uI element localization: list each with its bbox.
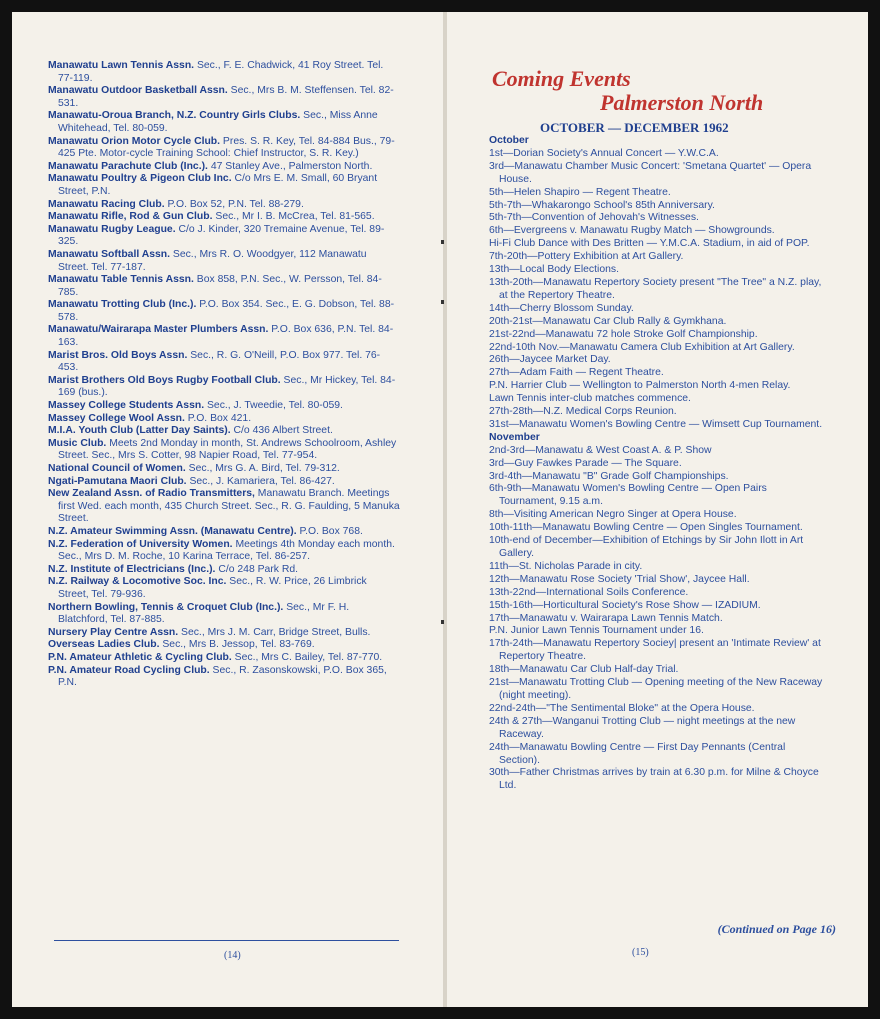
directory-entry: [48, 652, 400, 665]
directory-entry: [48, 85, 400, 110]
event-item: 17th-24th—Manawatu Repertory Sociey| present an 'Intimate Review' at Repertory Theatre.: [489, 638, 821, 663]
club-name: Ngati-Pamutana Maori Club.: [48, 475, 187, 487]
directory-entry: [48, 400, 400, 413]
event-item: 20th-21st—Manawatu Car Club Rally & Gymkhana.: [489, 315, 727, 327]
club-name: Massey College Wool Assn.: [48, 412, 185, 424]
event-item: 24th & 27th—Wanganui Trotting Club — night meetings at the new Raceway.: [489, 715, 796, 740]
club-name: Manawatu Poultry & Pigeon Club Inc.: [48, 173, 232, 185]
event-item: 14th—Cherry Blossom Sunday.: [489, 302, 634, 314]
directory-entry: [48, 665, 400, 690]
event-item: 6th—Evergreens v. Manawatu Rugby Match — Showgrounds.: [489, 225, 775, 237]
event-item: 30th—Father Christmas arrives by train at 6.30 p.m. for Milne & Choyce Ltd.: [489, 767, 819, 792]
event-item: 31st—Manawatu Women's Bowling Centre — Wimsett Cup Tournament.: [489, 418, 823, 430]
directory-entry: [48, 463, 400, 476]
events-title-city: Palmerston North: [600, 90, 764, 115]
event-item: 22nd-10th Nov.—Manawatu Camera Club Exhibition at Art Gallery.: [489, 341, 795, 353]
club-details: Sec., Mr F. H. Blatchford, Tel. 87-885.: [58, 601, 350, 626]
directory-entry: [48, 413, 400, 426]
events-title: Coming Events: [492, 66, 631, 91]
page-number-right: (15): [632, 947, 649, 958]
club-name: Manawatu Orion Motor Cycle Club.: [48, 135, 221, 147]
directory-entry: [48, 350, 400, 375]
club-details: Manawatu Branch. Meetings first Wed. each month, 435 Church Street. Sec., R. G. Faulding, 5 Manuka Street.: [58, 488, 400, 525]
club-name: Marist Bros. Old Boys Assn.: [48, 349, 188, 361]
event-item: 2nd-3rd—Manawatu & West Coast A. & P. Show: [489, 444, 712, 456]
club-details: Sec., R. Zasonskowski, P.O. Box 365, P.N.: [58, 664, 387, 689]
event-item: 1st—Dorian Society's Annual Concert — Y.W.C.A.: [489, 147, 719, 159]
club-name: P.N. Amateur Athletic & Cycling Club.: [48, 651, 232, 663]
event-item: 7th-20th—Pottery Exhibition at Art Gallery.: [489, 251, 684, 263]
directory-entry: [48, 564, 400, 577]
club-details: Box 858, P.N. Sec., W. Persson, Tel. 84-785.: [58, 274, 382, 298]
directory-entry: [48, 199, 400, 212]
club-details: Sec., Mrs J. M. Carr, Bridge Street, Bulls.: [178, 626, 371, 638]
club-name: Manawatu Rifle, Rod & Gun Club.: [48, 211, 213, 223]
event-item: 27th-28th—N.Z. Medical Corps Reunion.: [489, 406, 677, 418]
event-item: 13th-22nd—International Soils Conference.: [489, 586, 689, 598]
club-name: Manawatu Lawn Tennis Assn.: [48, 60, 195, 71]
directory-entry: [48, 627, 400, 640]
club-details: Sec., J. Kamariera, Tel. 86-427.: [186, 475, 335, 487]
directory-entry: [48, 173, 400, 198]
event-item: 5th—Helen Shapiro — Regent Theatre.: [489, 186, 671, 198]
event-item: 21st—Manawatu Trotting Club — Opening meeting of the New Raceway (night meeting).: [489, 677, 823, 701]
club-details: P.O. Box 52, P.N. Tel. 88-279.: [164, 198, 304, 210]
club-details: Sec., Miss Anne Whitehead, Tel. 80-059.: [58, 110, 378, 134]
club-details: P.O. Box 354. Sec., E. G. Dobson, Tel. 88-578.: [58, 299, 395, 323]
event-item: 3rd—Manawatu Chamber Music Concert: 'Smetana Quartet' — Opera House.: [489, 160, 812, 185]
club-details: Meets 2nd Monday in month, St. Andrews Schoolroom, Ashley Street. Sec., Mrs S. Cotter, 98 Napier Road, Tel. 77-954.: [58, 437, 397, 462]
events-period: OCTOBER — DECEMBER 1962: [540, 120, 729, 135]
club-details: C/o 436 Albert Street.: [230, 425, 333, 437]
directory-entry: [48, 539, 400, 564]
club-details: C/o 248 Park Rd.: [215, 563, 299, 575]
club-details: Meetings 4th Monday each month. Sec., Mrs D. M. Roche, 10 Karina Terrace, Tel. 86-257.: [58, 538, 395, 563]
club-name: M.I.A. Youth Club (Latter Day Saints).: [48, 425, 231, 437]
directory-entry: [48, 324, 400, 349]
directory-entry: [48, 476, 400, 489]
event-item: 24th—Manawatu Bowling Centre — First Day Pennants (Central Section).: [489, 741, 786, 766]
club-name: Manawatu Racing Club.: [48, 198, 165, 210]
event-item: 15th-16th—Horticultural Society's Rose Show — IZADIUM.: [489, 599, 761, 611]
club-details: Sec., Mrs C. Bailey, Tel. 87-770.: [231, 651, 383, 663]
staple-mark: [441, 240, 444, 244]
event-item: 3rd—Guy Fawkes Parade — The Square.: [489, 457, 682, 469]
club-name: Overseas Ladies Club.: [48, 639, 160, 651]
directory-entry: [48, 639, 400, 652]
event-item: 8th—Visiting American Negro Singer at Opera House.: [489, 509, 737, 521]
club-name: N.Z. Institute of Electricians (Inc.).: [48, 563, 216, 575]
directory-entry: [48, 602, 400, 627]
directory-entry: [48, 224, 400, 249]
club-name: Manawatu Trotting Club (Inc.).: [48, 299, 197, 311]
club-name: N.Z. Federation of University Women.: [48, 538, 233, 550]
club-name: P.N. Amateur Road Cycling Club.: [48, 664, 210, 676]
club-name: Music Club.: [48, 437, 107, 449]
staple-mark: [441, 620, 444, 624]
event-item: 26th—Jaycee Market Day.: [489, 354, 611, 366]
club-details: Sec., Mr I. B. McCrea, Tel. 81-565.: [212, 211, 375, 223]
club-details: Pres. S. R. Key, Tel. 84-884 Bus., 79-425 Pte. Motor-cycle Training School: Chief Instructor, S. R. Key.): [58, 135, 395, 160]
club-name: Manawatu Table Tennis Assn.: [48, 274, 194, 286]
directory-entry: [48, 60, 400, 85]
directory-entry: [48, 161, 400, 174]
event-item: P.N. Harrier Club — Wellington to Palmerston North 4-men Relay.: [489, 380, 791, 392]
directory-entry: [48, 576, 400, 601]
club-directory: [48, 60, 400, 690]
page-number-left: (14): [224, 950, 241, 961]
club-details: 47 Stanley Ave., Palmerston North.: [207, 160, 373, 172]
directory-entry: [48, 488, 400, 526]
club-name: Manawatu Softball Assn.: [48, 248, 171, 260]
directory-entry: [48, 274, 400, 299]
club-details: Sec., Mrs B. M. Steffensen. Tel. 82-531.: [58, 85, 394, 109]
directory-entry: [48, 375, 400, 400]
club-details: C/o J. Kinder, 320 Tremaine Avenue, Tel. 89-325.: [58, 223, 385, 248]
event-item: 12th—Manawatu Rose Society 'Trial Show', Jaycee Hall.: [489, 573, 750, 585]
event-item: 13th-20th—Manawatu Repertory Society present "The Tree" a N.Z. play, at the Repertory Theatre.: [489, 276, 822, 301]
month-heading: October: [489, 135, 529, 146]
club-details: C/o Mrs E. M. Small, 60 Bryant Street, P.N.: [58, 173, 378, 197]
month-heading: November: [489, 431, 540, 443]
directory-entry: [48, 299, 400, 324]
club-name: N.Z. Amateur Swimming Assn. (Manawatu Centre).: [48, 525, 297, 537]
event-item: 13th—Local Body Elections.: [489, 264, 619, 276]
event-item: 3rd-4th—Manawatu "B" Grade Golf Championships.: [489, 470, 729, 482]
club-name: Manawatu Rugby League.: [48, 223, 176, 235]
directory-entry: [48, 110, 400, 135]
club-details: Sec., R. W. Price, 26 Limbrick Street, Tel. 79-936.: [58, 576, 367, 600]
club-details: Sec., R. G. O'Neill, P.O. Box 977. Tel. 76-453.: [58, 349, 381, 374]
club-details: P.O. Box 768.: [296, 525, 363, 537]
club-name: Manawatu Outdoor Basketball Assn.: [48, 85, 228, 97]
club-name: Marist Brothers Old Boys Rugby Football Club.: [48, 374, 281, 386]
club-details: Sec., Mrs R. O. Woodgyer, 112 Manawatu Street. Tel. 77-187.: [58, 248, 367, 273]
event-item: 21st-22nd—Manawatu 72 hole Stroke Golf Championship.: [489, 328, 758, 340]
event-item: 18th—Manawatu Car Club Half-day Trial.: [489, 664, 679, 676]
continued-note: (Continued on Page 16): [717, 922, 836, 936]
directory-entry: [48, 136, 400, 161]
event-item: Hi-Fi Club Dance with Des Britten — Y.M.C.A. Stadium, in aid of POP.: [489, 238, 810, 250]
directory-entry: [48, 425, 400, 438]
club-details: P.O. Box 421.: [184, 412, 252, 424]
club-details: Sec., Mr Hickey, Tel. 84-169 (bus.).: [58, 374, 396, 399]
club-name: New Zealand Assn. of Radio Transmitters,: [48, 488, 255, 500]
event-item: 27th—Adam Faith — Regent Theatre.: [489, 367, 664, 379]
club-name: Manawatu Parachute Club (Inc.).: [48, 160, 208, 172]
club-name: Nursery Play Centre Assn.: [48, 626, 179, 638]
events-list: [489, 135, 825, 793]
event-item: P.N. Junior Lawn Tennis Tournament under 16.: [489, 625, 704, 637]
club-details: Sec., J. Tweedie, Tel. 80-059.: [204, 400, 343, 412]
directory-entry: [48, 249, 400, 274]
event-item: 17th—Manawatu v. Wairarapa Lawn Tennis Match.: [489, 612, 723, 624]
event-item: 6th-9th—Manawatu Women's Bowling Centre — Open Pairs Tournament, 9.15 a.m.: [489, 483, 767, 508]
event-item: 22nd-24th—"The Sentimental Bloke" at the Opera House.: [489, 702, 755, 714]
event-item: 5th-7th—Whakarongo School's 85th Anniversary.: [489, 199, 715, 211]
event-item: 5th-7th—Convention of Jehovah's Witnesses.: [489, 212, 699, 224]
club-details: Sec., Mrs B. Jessop, Tel. 83-769.: [159, 639, 315, 651]
club-details: Sec., F. E. Chadwick, 41 Roy Street. Tel. 77-119.: [58, 60, 384, 84]
club-name: Massey College Students Assn.: [48, 400, 205, 412]
staple-mark: [441, 300, 444, 304]
club-name: Manawatu-Oroua Branch, N.Z. Country Girls Clubs.: [48, 110, 301, 122]
club-name: National Council of Women.: [48, 463, 186, 474]
event-item: 11th—St. Nicholas Parade in city.: [489, 560, 643, 572]
club-name: Northern Bowling, Tennis & Croquet Club (Inc.).: [48, 601, 284, 613]
book-spine: [443, 12, 447, 1007]
club-details: Sec., Mrs G. A. Bird, Tel. 79-312.: [185, 463, 340, 474]
club-name: Manawatu/Wairarapa Master Plumbers Assn.: [48, 324, 269, 336]
directory-entry: [48, 211, 400, 224]
event-item: Lawn Tennis inter-club matches commence.: [489, 393, 691, 405]
event-item: 10th-end of December—Exhibition of Etchings by Sir John Ilott in Art Gallery.: [489, 535, 804, 559]
directory-entry: [48, 438, 400, 463]
footer-rule: [54, 940, 399, 941]
event-item: 10th-11th—Manawatu Bowling Centre — Open Singles Tournament.: [489, 522, 803, 534]
club-name: N.Z. Railway & Locomotive Soc. Inc.: [48, 576, 227, 588]
club-details: P.O. Box 636, P.N. Tel. 84-163.: [58, 324, 394, 349]
directory-entry: [48, 526, 400, 539]
